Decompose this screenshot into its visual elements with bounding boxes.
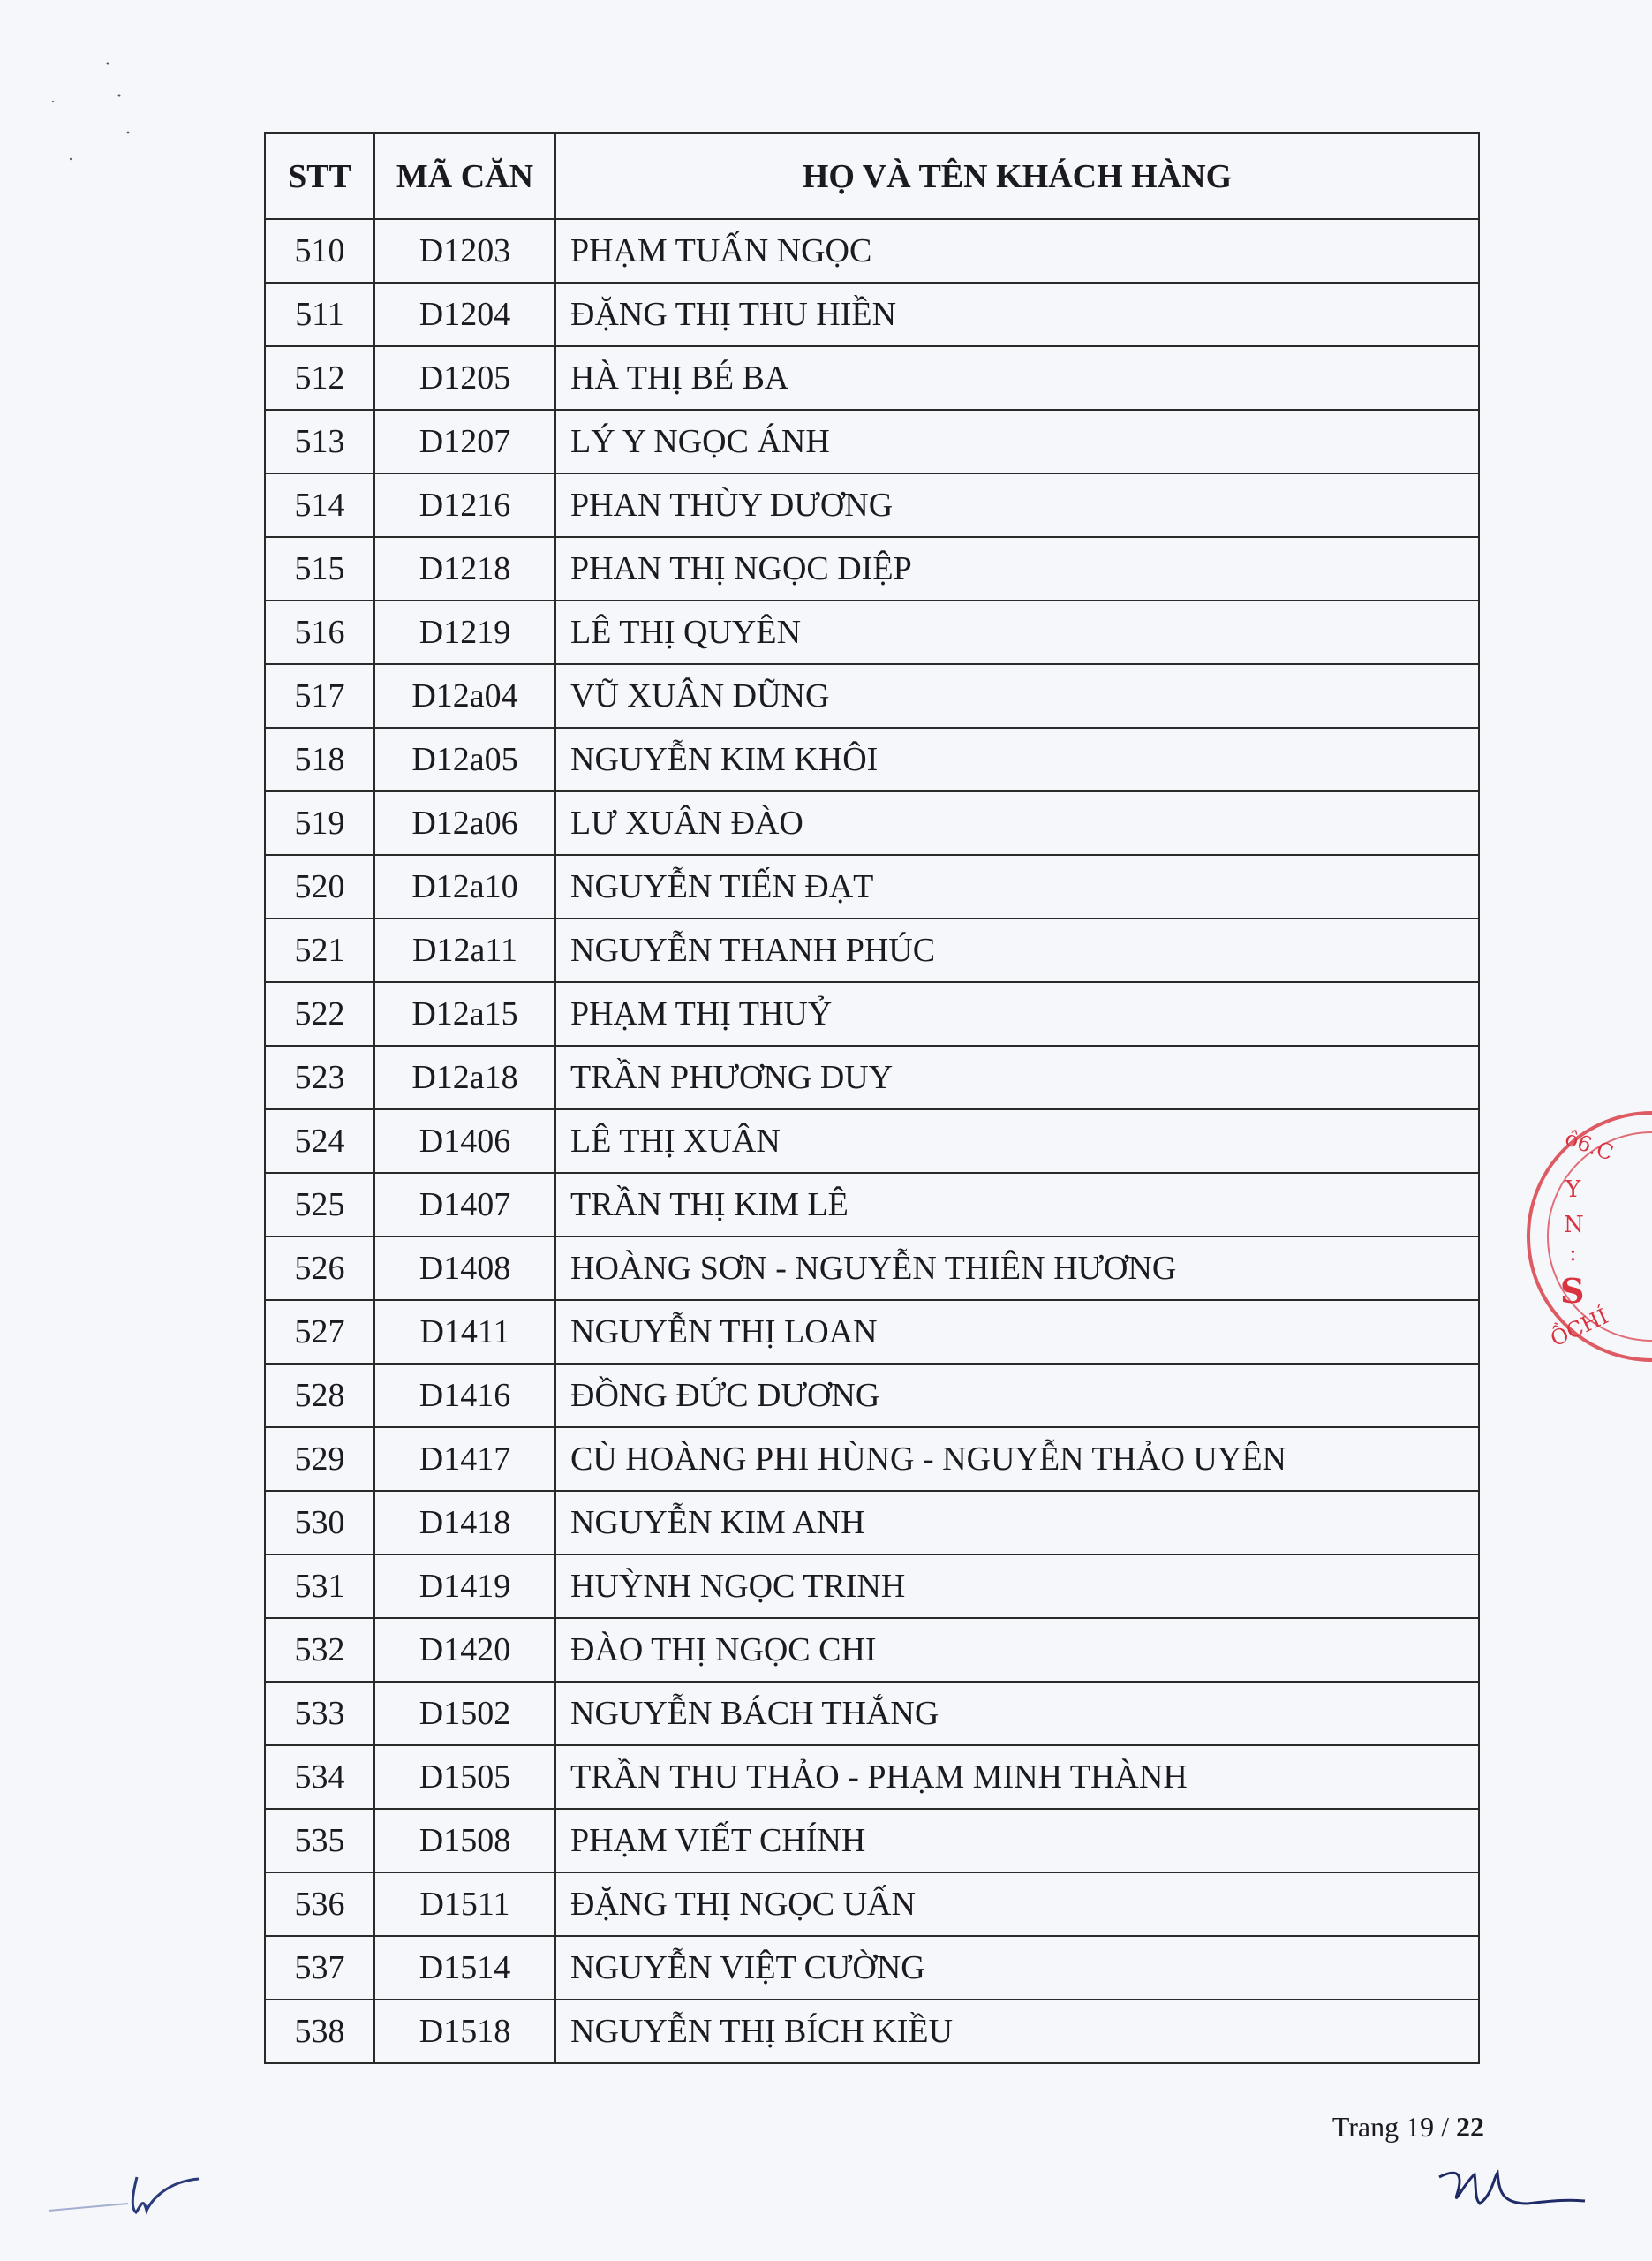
table-row [265, 1554, 1479, 1618]
row-stt: 535 [265, 1809, 374, 1872]
header-customer-name: HỌ VÀ TÊN KHÁCH HÀNG [555, 133, 1479, 219]
table-row [265, 1109, 1479, 1173]
row-stt: 512 [265, 346, 374, 410]
svg-text:ỒCHÍ: ỒCHÍ [1546, 1304, 1612, 1352]
row-unit-code: D1411 [374, 1300, 555, 1364]
row-customer-name: NGUYỄN THỊ LOAN [555, 1300, 1479, 1364]
svg-text:S: S [1560, 1271, 1585, 1311]
table-row [265, 410, 1479, 473]
header-stt: STT [265, 133, 374, 219]
row-stt: 531 [265, 1554, 374, 1618]
row-customer-name: NGUYỄN THỊ BÍCH KIỀU [555, 2000, 1479, 2063]
table-row [265, 537, 1479, 601]
row-unit-code: D1203 [374, 219, 555, 283]
row-unit-code: D1419 [374, 1554, 555, 1618]
table-row [265, 1618, 1479, 1682]
row-customer-name: VŨ XUÂN DŨNG [555, 664, 1479, 728]
row-unit-code: D1205 [374, 346, 555, 410]
table-row [265, 664, 1479, 728]
row-stt: 516 [265, 601, 374, 664]
table-row [265, 1046, 1479, 1109]
svg-text:N: N [1564, 1212, 1584, 1238]
svg-text:ô6.C: ô6.C [1561, 1125, 1617, 1166]
row-unit-code: D12a04 [374, 664, 555, 728]
table-row [265, 1872, 1479, 1936]
row-customer-name: HOÀNG SƠN - NGUYỄN THIÊN HƯƠNG [555, 1236, 1479, 1300]
row-stt: 515 [265, 537, 374, 601]
row-stt: 523 [265, 1046, 374, 1109]
row-customer-name: NGUYỄN VIỆT CƯỜNG [555, 1936, 1479, 2000]
row-stt: 514 [265, 473, 374, 537]
row-unit-code: D12a10 [374, 855, 555, 919]
row-customer-name: PHẠM THỊ THUỶ [555, 982, 1479, 1046]
row-customer-name: NGUYỄN THANH PHÚC [555, 919, 1479, 982]
row-customer-name: NGUYỄN BÁCH THẮNG [555, 1682, 1479, 1745]
row-stt: 529 [265, 1427, 374, 1491]
header-unit-code: MÃ CĂN [374, 133, 555, 219]
company-seal [1520, 1091, 1652, 1382]
row-unit-code: D1511 [374, 1872, 555, 1936]
row-customer-name: TRẦN THỊ KIM LÊ [555, 1173, 1479, 1236]
row-unit-code: D1420 [374, 1618, 555, 1682]
row-unit-code: D1408 [374, 1236, 555, 1300]
table-row [265, 1682, 1479, 1745]
row-stt: 519 [265, 791, 374, 855]
row-unit-code: D1219 [374, 601, 555, 664]
row-stt: 533 [265, 1682, 374, 1745]
row-unit-code: D12a11 [374, 919, 555, 982]
table-row [265, 1364, 1479, 1427]
row-unit-code: D1518 [374, 2000, 555, 2063]
row-unit-code: D1207 [374, 410, 555, 473]
row-unit-code: D1418 [374, 1491, 555, 1554]
table-row [265, 1427, 1479, 1491]
row-customer-name: ĐẶNG THỊ THU HIỀN [555, 283, 1479, 346]
table-row [265, 2000, 1479, 2063]
row-customer-name: NGUYỄN KIM KHÔI [555, 728, 1479, 791]
table-row [265, 1809, 1479, 1872]
svg-text:Y: Y [1565, 1176, 1581, 1203]
table-row [265, 283, 1479, 346]
row-customer-name: ĐỒNG ĐỨC DƯƠNG [555, 1364, 1479, 1427]
row-stt: 520 [265, 855, 374, 919]
row-stt: 538 [265, 2000, 374, 2063]
row-unit-code: D12a18 [374, 1046, 555, 1109]
row-unit-code: D1416 [374, 1364, 555, 1427]
table-row [265, 1745, 1479, 1809]
row-stt: 534 [265, 1745, 374, 1809]
row-stt: 524 [265, 1109, 374, 1173]
row-stt: 537 [265, 1936, 374, 2000]
row-stt: 525 [265, 1173, 374, 1236]
row-customer-name: TRẦN PHƯƠNG DUY [555, 1046, 1479, 1109]
table-row [265, 1236, 1479, 1300]
row-customer-name: PHAN THÙY DƯƠNG [555, 473, 1479, 537]
table-row [265, 728, 1479, 791]
row-customer-name: PHẠM TUẤN NGỌC [555, 219, 1479, 283]
table-row [265, 1936, 1479, 2000]
row-customer-name: TRẦN THU THẢO - PHẠM MINH THÀNH [555, 1745, 1479, 1809]
row-customer-name: LÊ THỊ XUÂN [555, 1109, 1479, 1173]
row-stt: 522 [265, 982, 374, 1046]
row-unit-code: D1204 [374, 283, 555, 346]
row-customer-name: NGUYỄN KIM ANH [555, 1491, 1479, 1554]
row-customer-name: LÊ THỊ QUYÊN [555, 601, 1479, 664]
row-customer-name: LÝ Y NGỌC ÁNH [555, 410, 1479, 473]
table-row [265, 473, 1479, 537]
table-row [265, 855, 1479, 919]
row-stt: 527 [265, 1300, 374, 1364]
customer-table [264, 132, 1480, 2064]
row-unit-code: D12a15 [374, 982, 555, 1046]
row-customer-name: NGUYỄN TIẾN ĐẠT [555, 855, 1479, 919]
table-row [265, 1173, 1479, 1236]
row-stt: 513 [265, 410, 374, 473]
row-unit-code: D1505 [374, 1745, 555, 1809]
row-stt: 528 [265, 1364, 374, 1427]
row-unit-code: D1514 [374, 1936, 555, 2000]
row-stt: 536 [265, 1872, 374, 1936]
row-customer-name: LƯ XUÂN ĐÀO [555, 791, 1479, 855]
row-stt: 532 [265, 1618, 374, 1682]
page-number-total: 22 [1456, 2111, 1484, 2143]
page-number [1332, 2111, 1484, 2144]
row-unit-code: D1216 [374, 473, 555, 537]
scan-specks [44, 53, 150, 185]
row-unit-code: D12a05 [374, 728, 555, 791]
row-stt: 530 [265, 1491, 374, 1554]
row-stt: 521 [265, 919, 374, 982]
row-stt: 510 [265, 219, 374, 283]
row-customer-name: HÀ THỊ BÉ BA [555, 346, 1479, 410]
table-body [265, 219, 1479, 2063]
row-unit-code: D1508 [374, 1809, 555, 1872]
row-customer-name: PHẠM VIẾT CHÍNH [555, 1809, 1479, 1872]
row-unit-code: D1502 [374, 1682, 555, 1745]
row-stt: 518 [265, 728, 374, 791]
row-unit-code: D1406 [374, 1109, 555, 1173]
table-row [265, 919, 1479, 982]
table-row [265, 346, 1479, 410]
table-row [265, 601, 1479, 664]
row-customer-name: PHAN THỊ NGỌC DIỆP [555, 537, 1479, 601]
row-stt: 511 [265, 283, 374, 346]
svg-text::: : [1569, 1240, 1577, 1267]
initial-signature-right [1430, 2155, 1589, 2226]
row-customer-name: ĐẶNG THỊ NGỌC UẤN [555, 1872, 1479, 1936]
page-number-prefix: Trang 19 / [1331, 2111, 1456, 2143]
row-unit-code: D1417 [374, 1427, 555, 1491]
row-stt: 517 [265, 664, 374, 728]
table-row [265, 1300, 1479, 1364]
row-customer-name: HUỲNH NGỌC TRINH [555, 1554, 1479, 1618]
initial-signature-left [44, 2159, 221, 2230]
row-unit-code: D1407 [374, 1173, 555, 1236]
table-row [265, 219, 1479, 283]
row-unit-code: D1218 [374, 537, 555, 601]
table-header-row [265, 133, 1479, 219]
row-customer-name: ĐÀO THỊ NGỌC CHI [555, 1618, 1479, 1682]
table-row [265, 982, 1479, 1046]
row-customer-name: CÙ HOÀNG PHI HÙNG - NGUYỄN THẢO UYÊN [555, 1427, 1479, 1491]
row-unit-code: D12a06 [374, 791, 555, 855]
table-row [265, 791, 1479, 855]
table-row [265, 1491, 1479, 1554]
row-stt: 526 [265, 1236, 374, 1300]
